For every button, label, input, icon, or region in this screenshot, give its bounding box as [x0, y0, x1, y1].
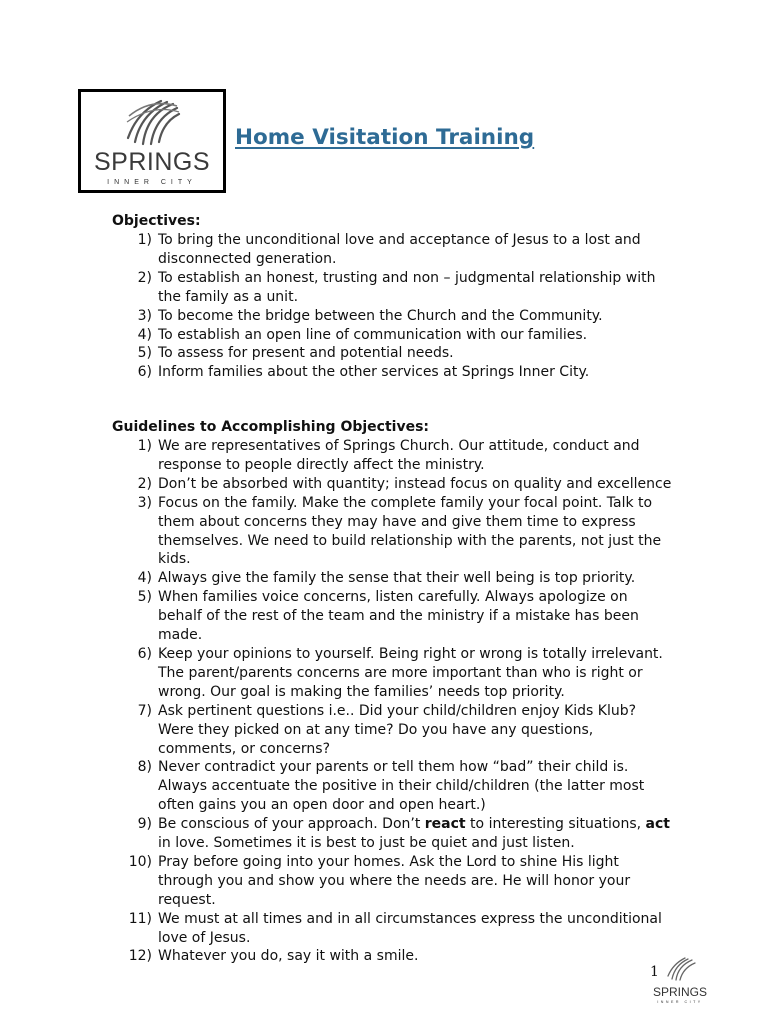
- item-number: 7): [137, 702, 152, 719]
- item-text: To assess for present and potential needs.: [158, 345, 454, 362]
- item-text: We are representatives of Springs Church. Our attitude, conduct and response to people directly affect the ministry.: [158, 438, 640, 473]
- item-text: To become the bridge between the Church and the Community.: [158, 307, 603, 324]
- item-number: 10): [128, 853, 152, 870]
- item-emphasis-react: react: [424, 816, 466, 833]
- item-text: To bring the unconditional love and acceptance of Jesus to a lost and disconnected generation.: [158, 232, 641, 267]
- page-number: 1: [650, 964, 659, 980]
- item-text: in love. Sometimes it is best to just be quiet and just listen.: [158, 835, 575, 852]
- list-item: [112, 702, 672, 759]
- logo-subtitle: INNER CITY: [107, 179, 197, 186]
- item-number: 6): [137, 364, 152, 381]
- item-emphasis-act: act: [645, 816, 670, 833]
- footer-logo: [640, 954, 720, 1008]
- list-item: [112, 475, 672, 494]
- list-item: [112, 910, 672, 948]
- list-item: [112, 326, 672, 345]
- item-text: Ask pertinent questions i.e.. Did your child/children enjoy Kids Klub? Were they picked on at any time? Do you have any questions, comments, or concerns?: [158, 702, 637, 757]
- objectives-section: [112, 212, 672, 382]
- logo-name: SPRINGS: [93, 148, 211, 176]
- footer-logo-subtitle: INNER CITY: [657, 1000, 703, 1004]
- item-number: 2): [137, 475, 152, 492]
- item-text: Whatever you do, say it with a smile.: [158, 948, 419, 965]
- item-number: 1): [137, 438, 152, 454]
- item-number: 11): [128, 910, 152, 927]
- list-item: [112, 231, 672, 269]
- footer-logo-name: SPRINGS: [652, 985, 708, 999]
- objectives-list: [112, 231, 672, 382]
- springs-logo-graphic: [81, 92, 223, 190]
- list-item: [112, 815, 672, 853]
- item-text: To establish an open line of communication with our families.: [158, 326, 588, 343]
- list-item: [112, 307, 672, 326]
- list-item: [112, 853, 672, 910]
- list-item: [112, 947, 672, 966]
- item-text: Always give the family the sense that their well being is top priority.: [158, 570, 636, 587]
- guidelines-heading: Guidelines to Accomplishing Objectives:: [112, 419, 430, 435]
- item-number: 2): [137, 269, 152, 286]
- item-text: To establish an honest, trusting and non – judgmental relationship with the family as a unit.: [158, 269, 656, 305]
- item-number: 9): [137, 816, 152, 833]
- item-number: 5): [137, 589, 152, 606]
- item-text: to interesting situations,: [465, 816, 646, 833]
- item-text: Focus on the family. Make the complete family your focal point. Talk to them about concerns they may have and give them time to express themselves. We need to build relationship with the parents, not just the kids.: [158, 494, 662, 568]
- list-item: [112, 269, 672, 307]
- item-text: We must at all times and in all circumstances express the unconditional love of Jesus.: [158, 910, 662, 946]
- list-item: [112, 494, 672, 570]
- guidelines-list: [112, 437, 672, 966]
- item-text: Don’t be absorbed with quantity; instead focus on quality and excellence: [158, 475, 672, 492]
- list-item: [112, 569, 672, 588]
- springs-inner-city-logo: [78, 89, 226, 193]
- objectives-heading: Objectives:: [112, 213, 201, 229]
- guidelines-section: [112, 418, 672, 966]
- list-item: [112, 645, 672, 702]
- list-item: [112, 758, 672, 815]
- item-number: 3): [137, 307, 152, 324]
- list-item: [112, 344, 672, 363]
- item-text: Inform families about the other services at Springs Inner City.: [158, 364, 590, 381]
- list-item: [112, 363, 672, 382]
- item-number: 12): [128, 948, 152, 965]
- item-text: Be conscious of your approach. Don’t: [158, 816, 425, 833]
- item-number: 5): [137, 345, 152, 362]
- item-number: 6): [137, 645, 152, 662]
- item-number: 3): [137, 494, 152, 511]
- item-text: Pray before going into your homes. Ask the Lord to shine His light through you and show you where the needs are. He will honor your request.: [158, 853, 631, 908]
- item-text: When families voice concerns, listen carefully. Always apologize on behalf of the rest of the team and the ministry if a mistake has been made.: [158, 589, 639, 644]
- item-text: Keep your opinions to yourself. Being right or wrong is totally irrelevant. The parent/parents concerns are more important than who is right or wrong. Our goal is making the families’ needs top priority.: [158, 645, 663, 700]
- list-item: [112, 588, 672, 645]
- item-text: Never contradict your parents or tell them how “bad” their child is. Always accentuate the positive in their child/children (the latter most often gains you an open door and open heart.): [158, 759, 645, 814]
- item-number: 4): [137, 326, 152, 343]
- list-item: [112, 437, 672, 475]
- item-number: 1): [137, 232, 152, 248]
- page-title: Home Visitation Training: [235, 125, 535, 150]
- item-number: 4): [137, 570, 152, 587]
- item-number: 8): [137, 759, 152, 776]
